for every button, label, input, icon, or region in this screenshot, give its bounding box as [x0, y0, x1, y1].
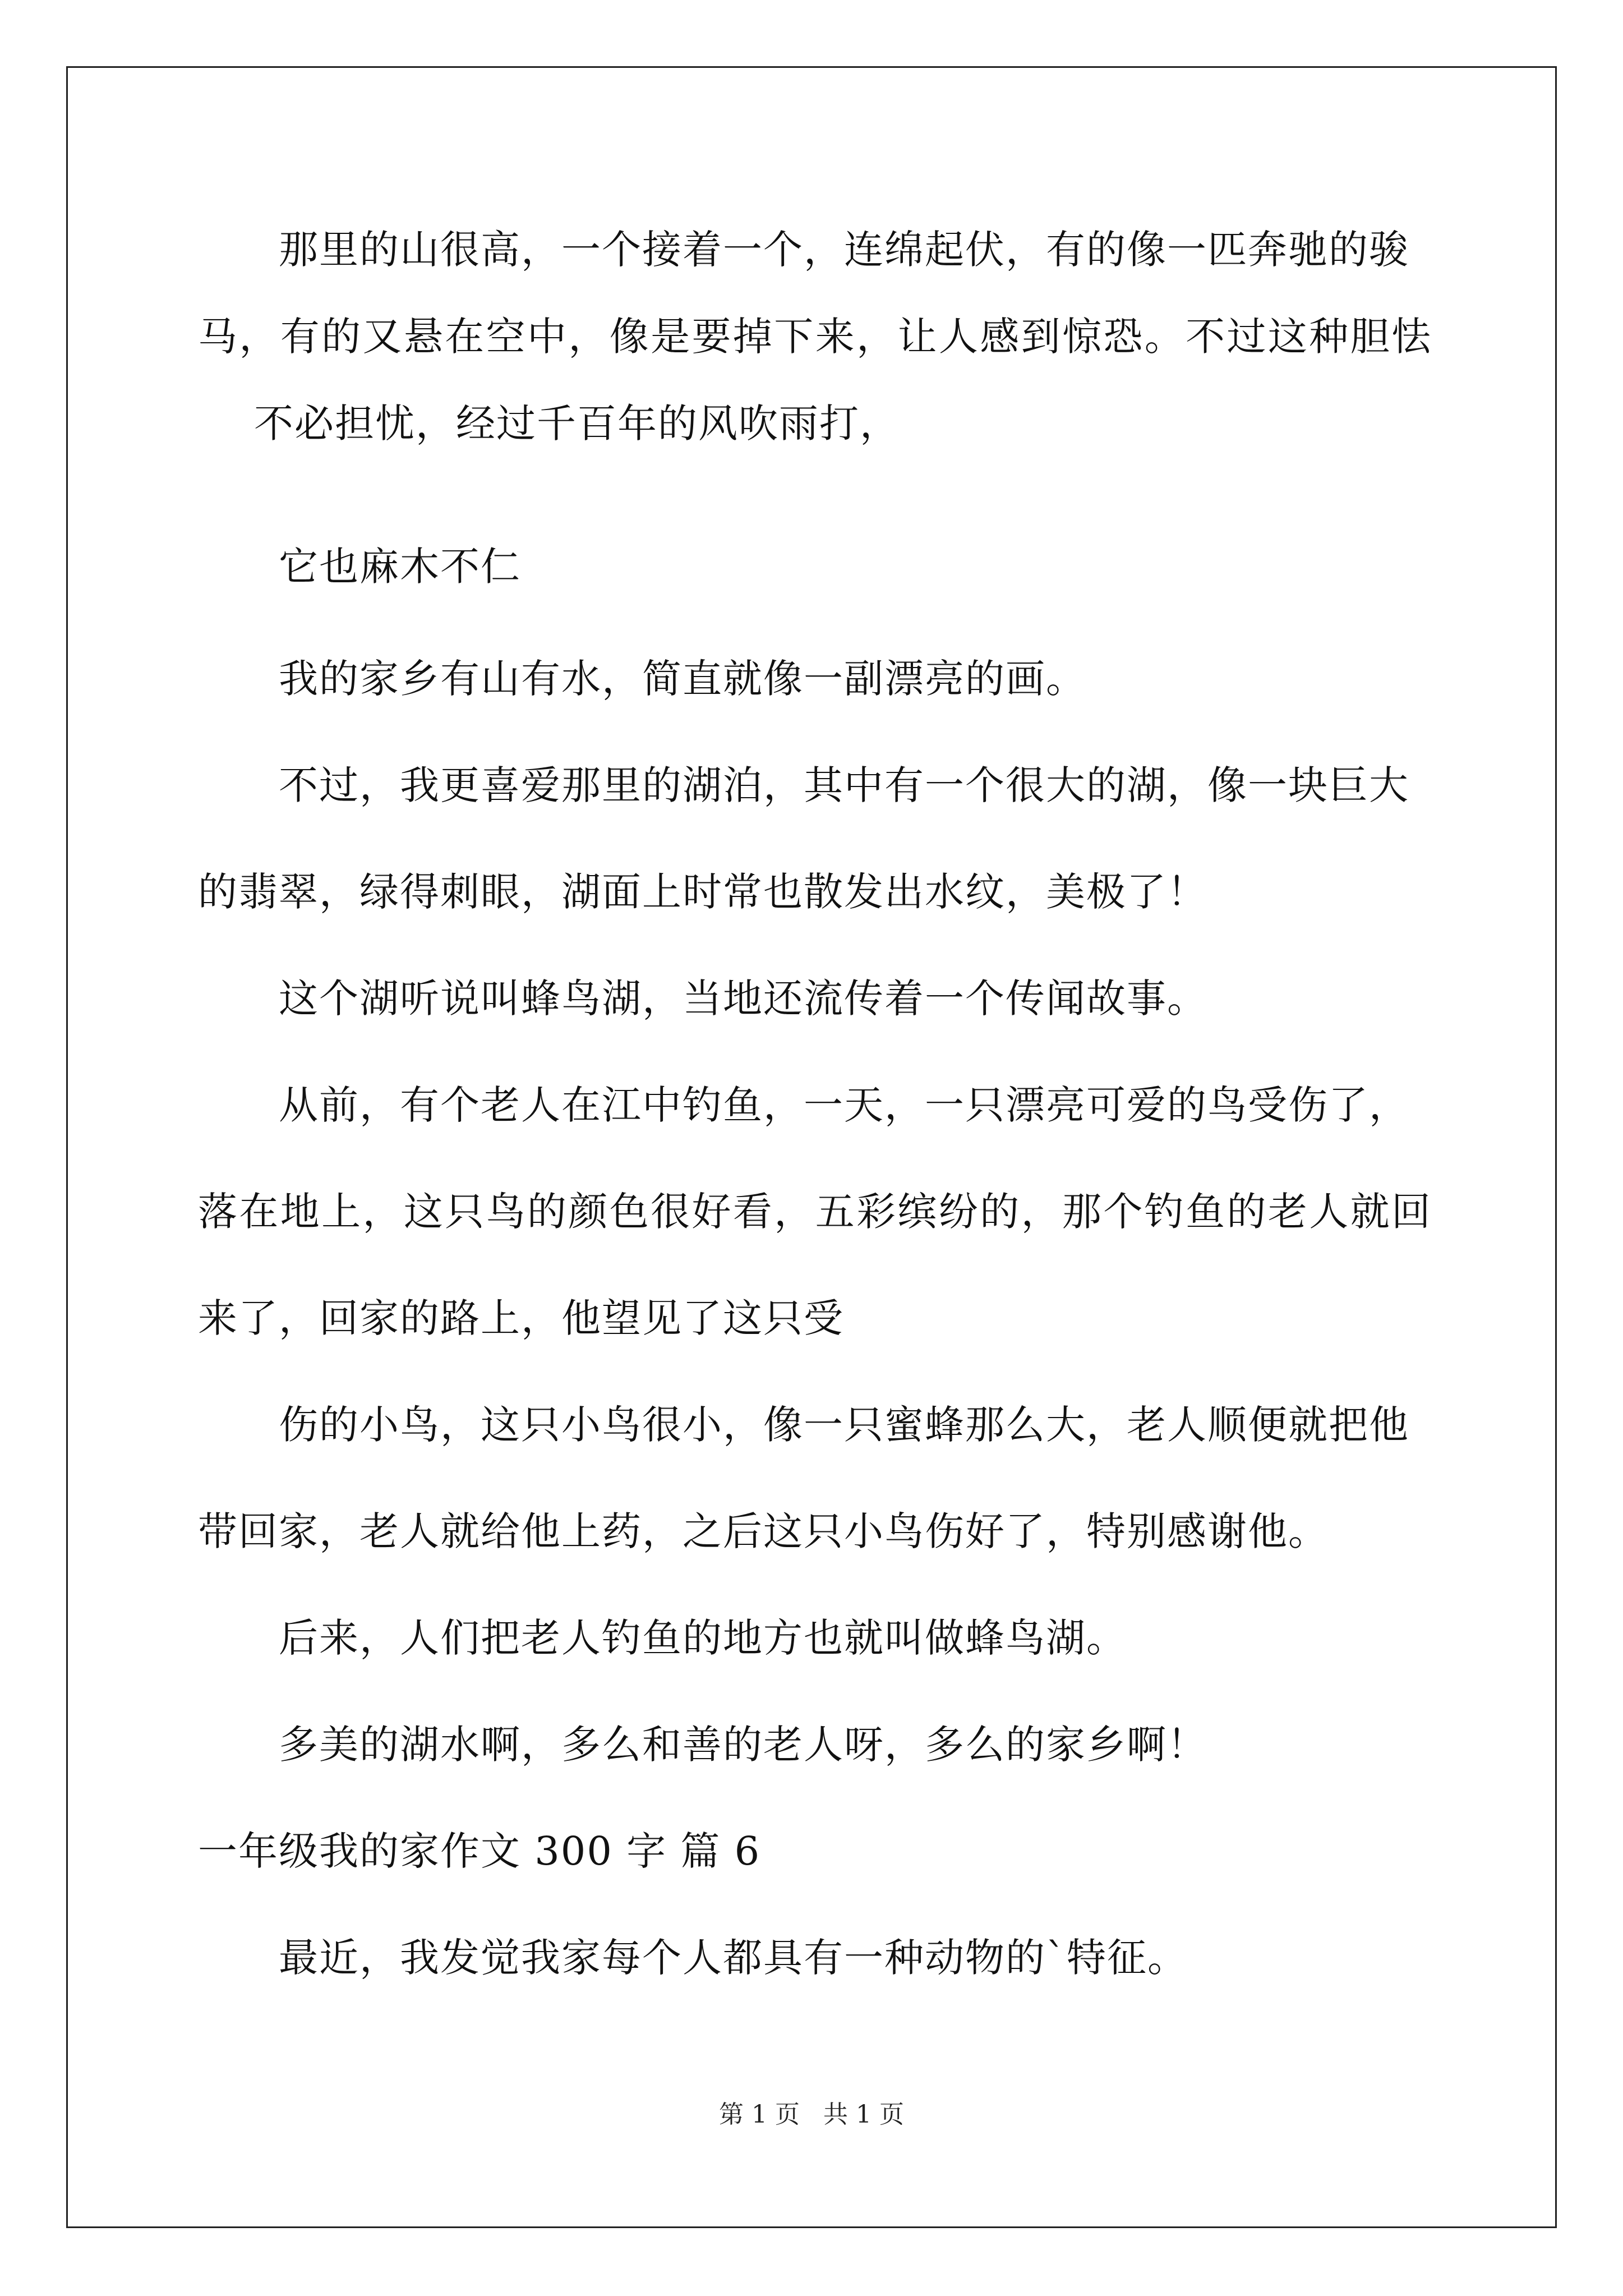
- paragraph-line: 那里的山很高，一个接着一个，连绵起伏，有的像一匹奔驰的骏: [279, 227, 1409, 273]
- page-border: [66, 66, 1557, 2228]
- paragraph-line: 多美的湖水啊，多么和善的老人呀，多么的家乡啊！: [279, 1722, 1207, 1768]
- page-number: 第 1 页: [719, 2100, 800, 2129]
- page-footer: [0, 2098, 1623, 2132]
- paragraph-line: 从前，有个老人在江中钓鱼，一天，一只漂亮可爱的鸟受伤了，: [279, 1082, 1409, 1128]
- paragraph-line: 带回家，老人就给他上药，之后这只小鸟伤好了，特别感谢他。: [198, 1508, 1329, 1554]
- paragraph-line: 马，有的又悬在空中，像是要掉下来，让人感到惊恐。不过这种胆怯: [198, 314, 1432, 360]
- paragraph-line: 它也麻木不仁: [279, 544, 521, 590]
- paragraph-line: 落在地上，这只鸟的颜色很好看，五彩缤纷的，那个钓鱼的老人就回: [198, 1189, 1432, 1235]
- paragraph-line: 来了，回家的路上，他望见了这只受: [198, 1295, 844, 1341]
- paragraph-line: 伤的小鸟，这只小鸟很小，像一只蜜蜂那么大，老人顺便就把他: [279, 1402, 1409, 1448]
- paragraph-line: 最近，我发觉我家每个人都具有一种动物的`特征。: [279, 1935, 1188, 1981]
- paragraph-line: 不必担忧，经过千百年的风吹雨打，: [254, 401, 900, 447]
- page-total: 共 1 页: [823, 2100, 904, 2129]
- paragraph-line: 不过，我更喜爱那里的湖泊，其中有一个很大的湖，像一块巨大: [279, 762, 1409, 808]
- section-heading: 一年级我的家作文 300 字 篇 6: [198, 1828, 761, 1874]
- paragraph-line: 的翡翠，绿得刺眼，湖面上时常也散发出水纹，美极了！: [198, 869, 1207, 915]
- paragraph-line: 这个湖听说叫蜂鸟湖，当地还流传着一个传闻故事。: [279, 976, 1207, 1022]
- paragraph-line: 后来，人们把老人钓鱼的地方也就叫做蜂鸟湖。: [279, 1615, 1127, 1661]
- paragraph-line: 我的家乡有山有水，简直就像一副漂亮的画。: [279, 656, 1086, 702]
